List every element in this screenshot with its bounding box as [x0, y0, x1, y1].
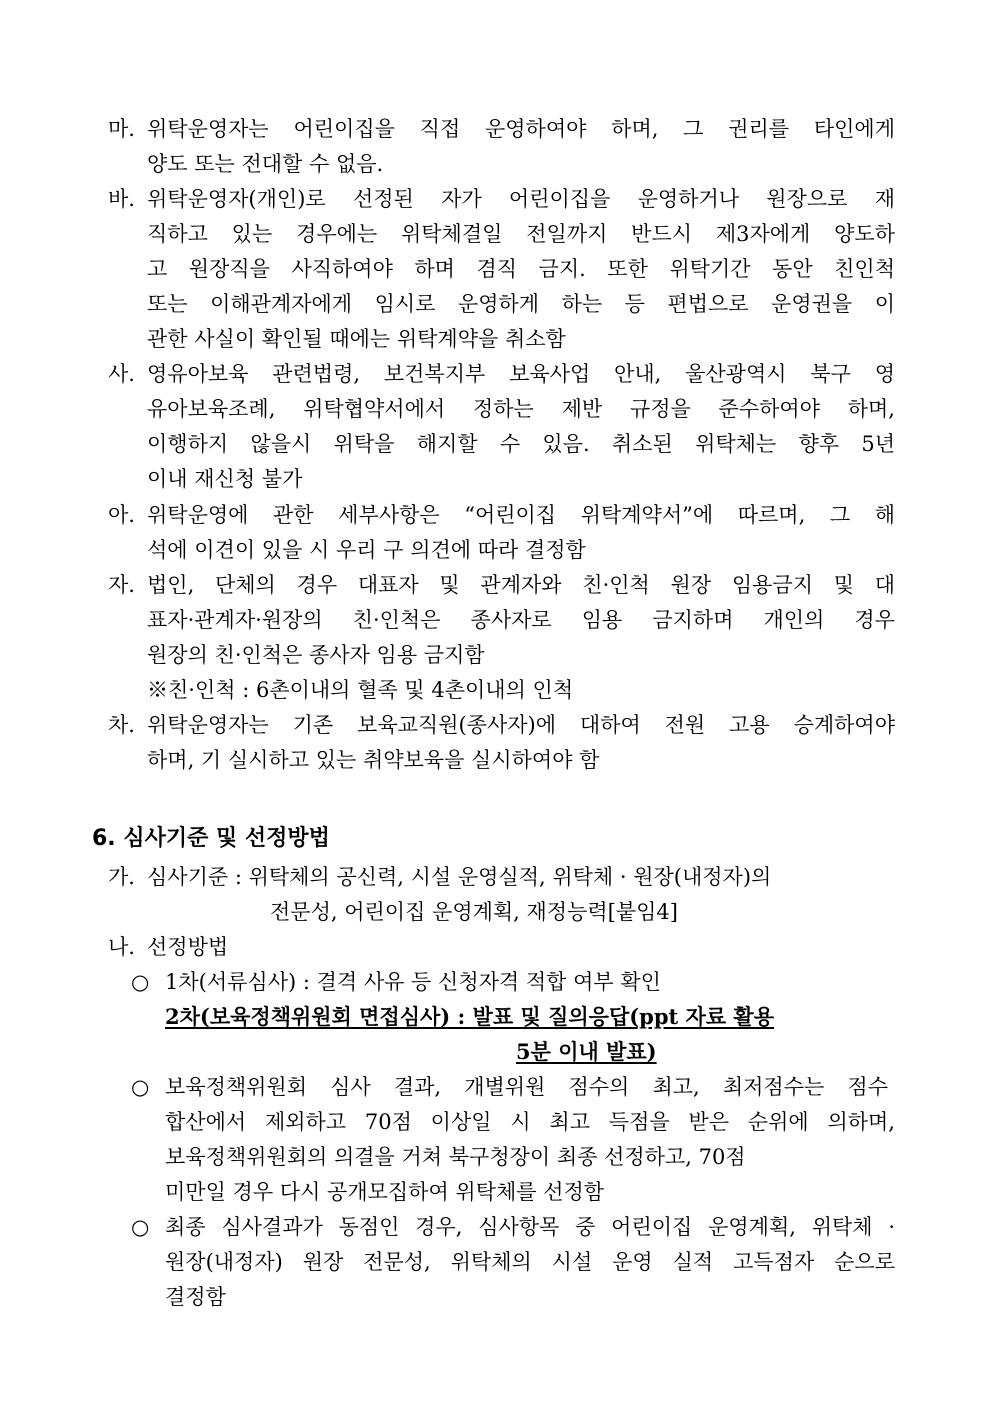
item-ja-line: 원장의 친·인척은 종사자 임용 금지함: [147, 643, 485, 667]
item-ba-line: 또는 이해관계자에게 임시로 운영하게 하는 등 편법으로 운영권을 이: [147, 292, 895, 316]
bullet-line: 보육정책위원회 심사 결과, 개별위원 점수의 최고, 최저점수는 점수: [165, 1075, 888, 1099]
item-sa-line: 유아보육조례, 위탁협약서에서 정하는 제반 규정을 준수하여야 하며,: [147, 397, 895, 421]
item-ba-line: 고 원장직을 사직하여야 하며 겸직 금지. 또한 위탁기간 동안 친인척: [147, 257, 895, 281]
bullet-icon: ○: [131, 970, 150, 994]
bullet-line: 1차(서류심사) : 결격 사유 등 신청자격 적합 여부 확인: [165, 970, 661, 994]
item-marker-na: 나.: [108, 935, 135, 959]
bullet-line-emphasis: 2차(보육정책위원회 면접심사) : 발표 및 질의응답(ppt 자료 활용: [165, 1004, 774, 1029]
item-ja-line: 표자·관계자·원장의 친·인척은 종사자로 임용 금지하며 개인의 경우: [147, 608, 895, 632]
bullet-line: 결정함: [165, 1285, 226, 1309]
bullet-line: 합산에서 제외하고 70점 이상일 시 최고 득점을 받은 순위에 의하며,: [165, 1110, 895, 1134]
item-sa-line: 이내 재신청 불가: [147, 467, 303, 491]
section-heading: 6. 심사기준 및 선정방법: [92, 826, 330, 851]
item-marker-ma: 마.: [108, 117, 135, 141]
item-ja-note: ※친·인척 : 6촌이내의 혈족 및 4촌이내의 인척: [147, 678, 574, 702]
bullet-line: 보육정책위원회의 의결을 거쳐 북구청장이 최종 선정하고, 70점: [165, 1145, 746, 1169]
bullet-icon: ○: [131, 1215, 150, 1239]
item-marker-ba: 바.: [108, 187, 135, 211]
item-marker-sa: 사.: [108, 362, 135, 386]
bullet-line: 최종 심사결과가 동점인 경우, 심사항목 중 어린이집 운영계획, 위탁체 ·: [165, 1215, 895, 1239]
item-marker-ga: 가.: [108, 865, 135, 889]
bullet-icon: ○: [131, 1075, 150, 1099]
bullet-line: 미만일 경우 다시 공개모집하여 위탁체를 선정함: [165, 1180, 605, 1204]
item-ba-line: 위탁운영자(개인)로 선정된 자가 어린이집을 운영하거나 원장으로 재: [147, 187, 895, 211]
item-ba-line: 직하고 있는 경우에는 위탁체결일 전일까지 반드시 제3자에게 양도하: [147, 222, 895, 246]
item-sa-line: 영유아보육 관련법령, 보건복지부 보육사업 안내, 울산광역시 북구 영: [147, 362, 895, 386]
item-marker-cha: 차.: [108, 713, 135, 737]
item-ba-line: 관한 사실이 확인될 때에는 위탁계약을 취소함: [147, 327, 566, 351]
criteria-line: 심사기준 : 위탁체의 공신력, 시설 운영실적, 위탁체 · 원장(내정자)의: [147, 865, 772, 889]
item-ma-line: 위탁운영자는 어린이집을 직접 운영하여야 하며, 그 권리를 타인에게: [147, 117, 895, 141]
criteria-line: 전문성, 어린이집 운영계획, 재정능력[붙임4]: [270, 900, 678, 924]
bullet-line: 원장(내정자) 원장 전문성, 위탁체의 시설 운영 실적 고득점자 순으로: [165, 1250, 895, 1274]
bullet-line-emphasis: 5분 이내 발표): [516, 1039, 657, 1064]
item-a-line: 위탁운영에 관한 세부사항은 “어린이집 위탁계약서”에 따르며, 그 해: [147, 503, 895, 527]
item-sa-line: 이행하지 않을시 위탁을 해지할 수 있음. 취소된 위탁체는 향후 5년: [147, 432, 895, 456]
item-ja-line: 법인, 단체의 경우 대표자 및 관계자와 친·인척 원장 임용금지 및 대: [147, 573, 895, 597]
item-cha-line: 위탁운영자는 기존 보육교직원(종사자)에 대하여 전원 고용 승계하여야: [147, 713, 895, 737]
item-a-line: 석에 이견이 있을 시 우리 구 의견에 따라 결정함: [147, 538, 586, 562]
item-ma-line: 양도 또는 전대할 수 없음.: [147, 152, 384, 176]
method-label: 선정방법: [147, 935, 229, 959]
item-marker-a: 아.: [108, 503, 135, 527]
item-marker-ja: 자.: [108, 573, 135, 597]
item-cha-line: 하며, 기 실시하고 있는 취약보육을 실시하여야 함: [147, 748, 600, 772]
